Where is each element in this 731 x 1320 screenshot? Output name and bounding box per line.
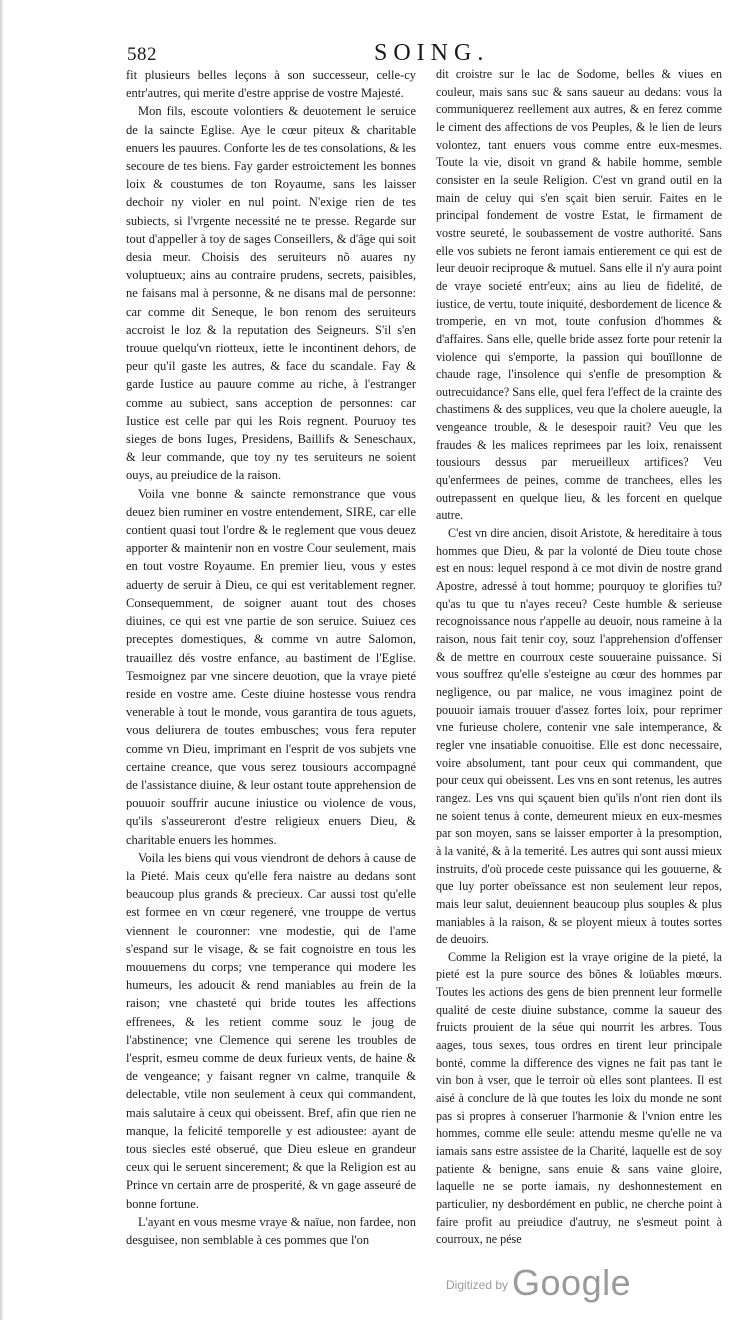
paragraph: fit plusieurs belles leçons à son successeur, celle-cy entr'autres, qui merite d'estre apprise de vostre Majesté. — [126, 68, 416, 101]
paragraph: Voila vne bonne & saincte remonstrance que vous deuez bien ruminer en vostre entendement, SIRE, car elle contient quasi tout l'ordre & le reglement que vous deuez apporter & maintenir non en vostre Cour seulement, mais en tout vostre Royaume. En premier lieu, vous y estes aduerty de seruir à Dieu, ce qui est veritablement regner. Consequemment, de soigner auant tout des choses diuines, ce qui est vne partie de son seruice. Suiuez ces preceptes domestiques, & comme vn autre Salomon, trauaillez dés vostre enfance, au bastiment de l'Eglise. Tesmoignez par vne sincere deuotion, que la vraye pieté reside en vostre ame. Ceste diuine hostesse vous rendra venerable à tout le monde, vous garantira de tous aguets, vous deliurera de toutes embusches; vous fera reputer comme vn Dieu, imprimant en l'esprit de vos subjets vne certaine creance, que vous serez tousiours accompagné de l'assistance diuine, & leur ostant toute apprehension de pouuoir souffrir aucune iniustice ou violence de vous, qu'ils s'asseureront d'estre religieux enuers Dieu, & charitable enuers les hommes. — [126, 486, 416, 847]
paragraph: Voila les biens qui vous viendront de dehors à cause de la Pieté. Mais ceux qu'elle fera naistre au dedans sont beaucoup plus grands & precieux. Car aussi tost qu'elle est formee en vn cœur regeneré, vne trouppe de vertus viennent le couronner: vne modestie, qui de l'ame s'espand sur le visage, & se fait cognoistre en tous les mouuemens du corps; vne temperance qui modere les humeurs, les adoucit & rend maniables au frein de la raison; vne chasteté qui bride toutes les affections effrenees, & les retient comme souz le joug de l'abstinence; vne Clemence qui serene les troubles de l'esprit, esmeu comme de deux furieux vents, de haine & de vengeance; y faisant regner vn calme, tranquile & delectable, vtile non seulement à ceux qui commandent, mais salutaire à ceux qui obeissent. Bref, afin que rien ne manque, la felicité temporelle y est adioustee: ayant de tous siecles esté obserué, que Dieu esleue en grandeur ceux qui le seruent sincerement; & que la Religion est au Prince vn certain arre de prosperité, & vn gage asseuré de bonne fortune. — [126, 850, 416, 1211]
running-head: SOING. — [374, 40, 490, 66]
left-column — [126, 66, 416, 1249]
watermark-prefix: Digitized by — [446, 1278, 509, 1292]
paragraph: dit croistre sur le lac de Sodome, belles & viues en couleur, mais sans suc & sans saueur au dedans: vous la communiquerez reellement aux autres, & en ferez comme le ciment des affections de vos Peuples, & le lien de leurs volontez, tant enuers vous comme entre eux-mesmes. Toute la vie, disoit vn grand & habile homme, semble consister en la seule Religion. C'est vn grand outil en la main de celuy qui s'en sçait bien seruir. Faites en le principal fondement de vostre Estat, le firmament de vostre seureté, le soubassement de vostre authorité. Sans elle vos subiets ne feront iamais entierement ce qui est de leur deuoir reciproque & mutuel. Sans elle il n'y aura point de vraye societé entr'eux; ains au lieu de fidelité, de iustice, de vertu, toute iniquité, desbordement de licence & tromperie, en vn mot, toute confusion d'hommes & d'affaires. Sans elle, quelle bride assez forte pour retenir la violence qui s'emporte, la passion qui bouïllonne de chaude rage, l'insolence qui s'enfle de presomption & outrecuidance? Sans elle, quel fera l'effect de la crainte des chastimens & des supplices, veu que la cholere aueugle, la vengeance trouble, & le desespoir rauit? Veu que les fraudes & les malices reprimees par les loix, renaissent tousiours dessus par merueilleux artifices? Veu qu'enfermees de peines, comme de tranchees, elles les outrepassent en quelque lieu, & les forcent en quelque autre. — [436, 67, 722, 523]
google-watermark — [446, 1262, 631, 1304]
paragraph: L'ayant en vous mesme vraye & naïue, non fardee, non desguisee, non semblable à ces pommes que l'on — [126, 1214, 416, 1247]
right-column — [436, 66, 722, 1249]
page-number: 582 — [127, 44, 157, 65]
scan-edge-shadow — [0, 0, 4, 1320]
paragraph: Mon fils, escoute volontiers & deuotement le seruice de la saincte Eglise. Aye le cœur piteux & charitable enuers les pauures. Conforte les de tes consolations, & les secoure de tes biens. Fay garder estroictement les bonnes loix & coustumes de ton Royaume, sans les laisser dechoir ny violer en nul point. N'exige rien de tes subiects, si l'vrgente necessité ne te presse. Regarde sur tout d'appeller à toy de sages Conseillers, & d'âge qui soit desia meur. Choisis des seruiteurs nõ auares ny voluptueux; ains au contraire prudens, secrets, paisibles, ne faisans mal à personne, & ne disans mal de personne: car comme dit Seneque, le bon renom des seruiteurs accroist le loz & la reputation des Seigneurs. S'il s'en trouue quelqu'vn riotteux, iette le incontinent dehors, de peur qu'il gaste les autres, & face du scandale. Fay & garde Iustice au pauure comme au riche, à l'estranger comme au subiect, sans acception de personnes: car Iustice est celle par qui les Rois regnent. Pouruoy tes sieges de bons Iuges, Presidens, Baillifs & Seneschaux, & leur commande, que toy ny tes seruiteurs ne soient ouys, au preiudice de la raison. — [126, 104, 416, 483]
google-logo: Google — [512, 1262, 632, 1303]
paragraph: C'est vn dire ancien, disoit Aristote, & hereditaire à tous hommes que Dieu, & par la volonté de Dieu toute chose est en nous: lequel respond à ce mot divin de nostre grand Apostre, adressé à tout homme; pourquoy te glorifies tu? qu'as tu que tu n'ayes receu? Ceste humble & serieuse recognoissance nous r'appelle au deuoir, nous rameine à la raison, nous fait tenir coy, souz l'apprehension d'offenser & de mettre en courroux ceste souueraine puissance. Si vous souffrez qu'elle s'esteigne au cœur des hommes par negligence, ou par malice, ne vous imaginez point de pouuoir iamais trouuer d'assez fortes loix, pour reprimer vne furieuse cholere, contenir vne sale intemperance, & regler vne insatiable conuoitise. Elle est donc necessaire, voire absolument, tant pour ceux qui commandent, que pour ceux qui obeissent. Les vns en sont retenus, les autres rangez. Les vns qui sçauent bien qu'ils n'ont rien dont ils ne soient tenus à conte, demeurent mieux en eux-mesmes par son moyen, sans se laisser emporter à la presomption, à la vanité, & à la temerité. Les autres qui sont aussi mieux instruits, d'où procede ceste puissance qui les gouuerne, & que luy porter obeïssance est non seulement leur repos, mais leur salut, deuiennent beaucoup plus souples & plus maniables à la raison, & se ployent mieux à toutes sortes de deuoirs. — [436, 526, 722, 947]
paragraph: Comme la Religion est la vraye origine de la pieté, la pieté est la pure source des bõnes & loüables mœurs. Toutes les actions des gens de bien prennent leur formelle qualité de ceste diuine substance, comme la saueur des fruicts prouient de la séue qui nourrit les arbres. Tous aages, tous sexes, tous ordres en tirent leur principale bonté, comme la difference des vignes ne fait pas tant le vin bon à vser, que le terroir où elles sont plantees. Il est aisé à conclure de là que toutes les loix du monde ne sont pas si propres à conseruer l'harmonie & l'vnion entre les hommes, comme elle seule: attendu mesme qu'elle ne va iamais sans estre assistee de la Charité, laquelle est de soy patiente & benigne, sans enuie & sans vaine gloire, laquelle ne se porte iamais, ny deshonnestement en particulier, ny desbordément en public, ne cherche point à faire profit au preiudice d'autruy, ne s'esmeut point à courroux, ne pése — [436, 949, 722, 1247]
